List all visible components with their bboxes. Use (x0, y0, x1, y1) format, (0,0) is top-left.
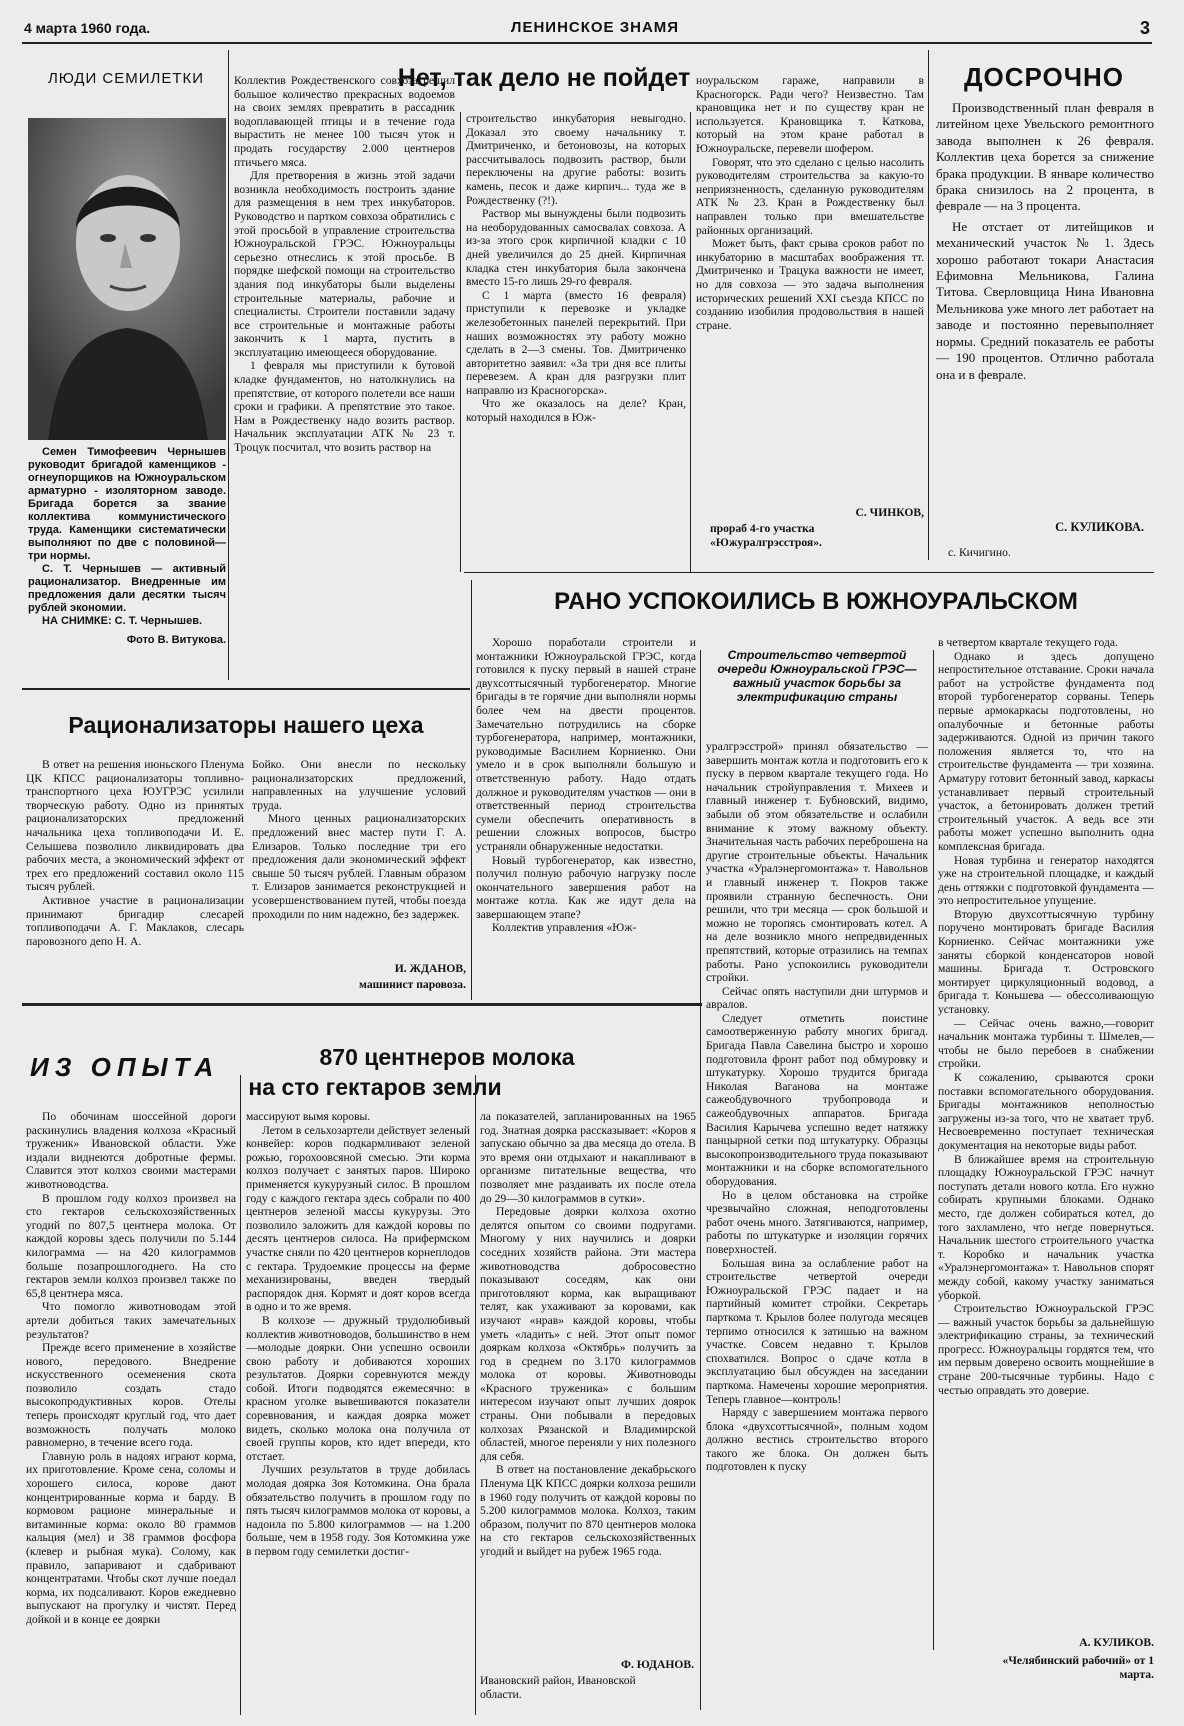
rubric-people: ЛЮДИ СЕМИЛЕТКИ (47, 70, 205, 87)
article-izopyta-col2 (246, 1110, 470, 1715)
portrait-photo (28, 118, 226, 440)
paragraph: По обочинам шоссейной дороги раскинулись владения колхоза «Красный труженик» Ивановской области. Уже издали виднеются добротные фермы. Славится этот колхоз своими мастерами животноводства. (26, 1110, 236, 1191)
paragraph: Вторую двухсоттысячную турбину поручено монтировать бригаде Василия Корниенко. Сейчас монтажники уже заняты сборкой конденсаторов новой машины. Бригада т. Островского монтирует циркуляционный водовод, а бригада т. Коньшева — обессоливающую установку. (938, 907, 1154, 1017)
article-net-col3 (696, 74, 924, 494)
paragraph: В ответ на постановление декабрьского Пленума ЦК КПСС доярки колхоза решили в 1960 году получить от каждой коровы по 5.200 килограммов молока. Колхоз, таким образом, получит по 870 центнеров молока на сто гектаров сельскохозяйственных угодий и выйдет на рубеж 1965 года. (480, 1463, 696, 1558)
paragraph: Сейчас опять наступили дни штурмов и авралов. (706, 984, 928, 1012)
article-title-rano: РАНО УСПОКОИЛИСЬ В ЮЖНОУРАЛЬСКОМ (554, 588, 1078, 615)
article-rano-col3 (938, 636, 1154, 1616)
column-rule (240, 1075, 241, 1715)
paragraph: Однако и здесь допущено непростительное отставание. Сроки начала работ на устройстве фундамента под второй турбогенератор сорваны. Теперь первые армокаркасы подготовлены, но опалубочные и бетонные работы задерживаются. Одной из причин такого положения является то, что на строительстве фундамента — три хозяина. Арматуру готовит бетонный завод, каркасы устанавливает первый строительный участок, а бетонировать должен третий строительный участок. А ведь все эти работы может успешно выполнить одна комплексная бригада. (938, 649, 1154, 853)
column-rule (228, 50, 229, 680)
author-signature: С. ЧИНКОВ, (855, 506, 924, 519)
paragraph: В ближайшее время на строительную площадку Южноуральской ГРЭС начнут поступать детали нового котла. Его нужно собирать крупными блоками. Однако место, где должен собираться котел, до того захламлено, что негде повернуться. Начальник шестого строительного участка т. Коробко и начальник участка «Уралэнергомонтажа» т. Навольнов спорят между собой, какому участку заниматься уборкой. (938, 1152, 1154, 1302)
caption-text: С. Т. Чернышев — активный рационализатор. Внедренные им предложения дали десятки тысяч рублей экономии. (28, 563, 226, 614)
source-note: «Челябинский рабочий» от 1 марта. (1002, 1654, 1154, 1681)
section-rule (464, 572, 1154, 573)
column-rule (460, 112, 461, 572)
paragraph: Следует отметить поистине самоотверженную работу многих бригад. Бригада Павла Савелина быстро и хорошо подготовила фронт работ под обмуровку и штукатурку. Хорошо трудится бригада Николая Ваганова на монтаже сажеобдувочного трубопровода и сажеобдувочных аппаратов. Бригада Василия Карычева успешно ведет натяжку панцырной сетки под штукатурку. Образцы высокопроизводительного труда показывают монтажники и на сборке вспомогательного оборудования. (706, 1011, 928, 1188)
article-title-dosrochno: ДОСРОЧНО (963, 62, 1124, 92)
section-rule (22, 688, 470, 690)
article-rano-col1 (476, 636, 696, 1008)
article-title-net: Нет, так дело не пойдет (397, 64, 691, 92)
article-dosrochno-body (936, 100, 1154, 520)
paragraph: Что же оказалось на деле? Кран, который находился в Юж- (466, 397, 686, 425)
author-position: машинист паровоза. (359, 978, 466, 991)
author-position: прораб 4-го участка «Южуралгрэсстроя». (710, 522, 822, 549)
paragraph: Новая турбина и генератор находятся уже на строительной площадке, и каждый день оттяжки с подготовкой фундамента — это непростительное упущение. (938, 853, 1154, 908)
article-racio-col1 (26, 758, 244, 998)
paragraph: Что помогло животноводам этой артели добиться таких замечательных результатов? (26, 1300, 236, 1341)
article-net-col1 (234, 74, 455, 574)
column-rule (475, 1075, 476, 1715)
paragraph: ноуральском гараже, направили в Красногорск. Ради чего? Неизвестно. Там крановщика нет и по существу кран не используется. Крановщика т. Каткова, который на этом кране работал в Южноуральске, перевели шофером. (696, 74, 924, 155)
article-racio-col2 (252, 758, 466, 954)
paragraph: Раствор мы вынуждены были подвозить на необорудованных самосвалах совхоза. А из-за этого срок кирпичной кладки с 10 дней увеличился до 25 дней. Кирпичная кладка стен инкубатория была закончена вместо 15-го лишь 29-го февраля. (466, 207, 686, 289)
article-rano-col2 (706, 740, 928, 1715)
rubric-izopyta: ИЗ ОПЫТА (30, 1052, 220, 1082)
author-signature: С. КУЛИКОВА. (1055, 520, 1144, 534)
paragraph: Новый турбогенератор, как известно, получил полную рабочую нагрузку после окончательного завершения работ на монтаже котла. Как же идут дела на завершающем этапе? (476, 853, 696, 921)
photo-caption (28, 446, 226, 647)
subheading-rano: Строительство четвертой очереди Южноуральской ГРЭС—важный участок борьбы за электрификацию страны (717, 648, 917, 704)
paragraph: В прошлом году колхоз произвел на сто гектаров сельскохозяйственных угодий по 807,5 центнера молока. От каждой коровы здесь получили по 5.144 килограмма — на 420 килограммов больше позапрошлогоднего. На сто гектаров земли колхоз произвел также по 65,8 центнера мяса. (26, 1191, 236, 1300)
author-place: с. Кичигино. (948, 546, 1011, 559)
column-rule (690, 112, 691, 572)
page-number: 3 (1139, 18, 1150, 38)
column-rule (471, 580, 472, 1000)
article-title-racio: Рационализаторы нашего цеха (68, 712, 424, 738)
paragraph: Может быть, факт срыва сроков работ по инкубаторию в масштабах воображения тт. Дмитриченко и Трацука важности не имеет, но для совхоза — это задача выполнения исторических решений XXI съезда КПСС по созданию изобилия продовольствия в нашей стране. (696, 237, 924, 332)
paragraph: В колхозе — дружный трудолюбивый коллектив животноводов, большинство в нем—молодые доярки. Они успешно освоили свою работу и добиваются хороших результатов. Доярки соревнуются между собой. Итоги подводятся ежемесячно: в красном уголке вывешиваются показатели соревнования, и каждая доярка может видеть, сколько молока она получила от своей группы коров, кто идет впереди, кто отстает. (246, 1313, 470, 1463)
paragraph: Бойко. Они внесли по нескольку рационализаторских предложений, направленных на улучшение условий труда. (252, 758, 466, 812)
caption-text: Семен Тимофеевич Чернышев руководит бригадой каменщиков - огнеупорщиков на Южноуральском арматурно - изоляторном заводе. Бригада борется за звание коллектива коммунистического труда. Каменщики систематически выполняют по две с половиной—три нормы. (28, 446, 226, 562)
masthead-title: ЛЕНИНСКОЕ ЗНАМЯ (510, 19, 680, 36)
author-signature: Ф. ЮДАНОВ. (621, 1658, 694, 1671)
paragraph: Наряду с завершением монтажа первого блока «двухсоттысячной», полным ходом должно вестись строительство второго такого же блока. Он должен быть подготовлен к пуску (706, 1406, 928, 1474)
paragraph: Активное участие в рационализации принимают бригадир слесарей топливоподачи А. Г. Маклаков, слесарь паровозного депо Н. А. (26, 893, 244, 948)
column-rule (933, 650, 934, 1650)
masthead-rule (22, 42, 1152, 44)
paragraph: Главную роль в надоях играют корма, их приготовление. Кроме сена, соломы и хорошего силоса, корове дают концентрированные корма и барду. В кормовом рационе минеральные и витаминные корма: около 80 граммов кальция (мел) и 38 граммов фосфора (клевер и рыбная мука). Солому, как правило, запаривают и сдабривают концентратами. Чтобы скот лучше поедал корма, их подсаливают. Коров ежедневно выпускают на прогулку и чистят. Перед дойкой и в конце ее доярки (26, 1449, 236, 1626)
paragraph: 1 февраля мы приступили к бутовой кладке фундаментов, но натолкнулись на препятствие, от которого полетели все наши сроки и графики. А препятствие это такое. Нам в Рождественку надо возить раствор. Начальник эксплуатации АТК № 23 т. Троцук посчитал, что возить раствор на (234, 359, 455, 455)
paragraph: строительство инкубатория невыгодно. Доказал это своему начальнику т. Дмитриченко, и бетоновозы, на которых рассчитывалось подвозить раствор, были переключены на другие работы: возить камень, песок и даже кирпич... туда же в Рождественку (?!). (466, 112, 686, 207)
paragraph: массируют вымя коровы. (246, 1110, 371, 1123)
photo-credit: Фото В. Витукова. (126, 634, 226, 646)
article-izopyta-col3 (480, 1110, 696, 1655)
paragraph: Передовые доярки колхоза охотно делятся опытом со своими подругами. Многому у них научились и доярки соседних хозяйств района. Эти мастера животноводства добросовестно показывают соседям, как они приготовляют корма, как выращивают телят, как ухаживают за коровами, как изучают «нрав» каждой коровы, чтобы уметь «ладить» с ней. Этот опыт помог дояркам колхоза «Октябрь» получить за год в среднем по 3.170 килограммов молока от коровы. Животноводы «Красного труженика» с большим интересом изучают опыт лучших доярок страны. Они побывали в передовых колхозах Рязанской и Владимирской областей, многое переняли у них полезного для себя. (480, 1205, 696, 1463)
paragraph: К сожалению, срываются сроки поставки вспомогательного оборудования. Бригады монтажников неполностью загружены из-за того, что не хватает труб. Несвоевременно поступает техническая документация на некоторые виды работ. (938, 1071, 1154, 1152)
column-rule (928, 50, 929, 560)
author-place: Ивановский район, Ивановской области. (480, 1674, 636, 1701)
column-rule (700, 650, 701, 1710)
paragraph: С 1 марта (вместо 16 февраля) приступили к перевозке и укладке железобетонных панелей перекрытий. При наших возможностях эту работу можно сделать в 2—3 смены. Тов. Дмитриченко авторитетно заявил: «За три дня все плиты перевезем. А кран для разгрузки плит направлю из Красногорска». (466, 288, 686, 397)
caption-text: НА СНИМКЕ: С. Т. Чернышев. (42, 615, 203, 627)
paragraph: ла показателей, запланированных на 1965 год. Знатная доярка рассказывает: «Коров я запускаю обычно за два месяца до отела. В это время они отдыхают и накапливают в организме питательные вещества, что позволяет мне раздаивать их после отела до 29—30 килограммов в сутки». (480, 1110, 696, 1205)
paragraph: Лучших результатов в труде добилась молодая доярка Зоя Котомкина. Она брала обязательство получить в прошлом году по пять тысяч килограммов молока от коровы, а надоила по 5.800 килограммов — на 1.200 больше, чем в 1958 году. Зоя Котомкина уже в первом году семилетки достиг- (246, 1463, 470, 1558)
article-izopyta-col1 (26, 1110, 236, 1715)
paragraph: Много ценных рационализаторских предложений внес мастер пути Г. А. Елизаров. Только последние три его предложения дали экономический эффект свыше 50 тысяч рублей. Главным образом т. Елизаров занимается реконструкцией и усовершенствованием путей, чтобы поезда проходили по ним надежно, без задержек. (252, 812, 466, 921)
paragraph: Но в целом обстановка на стройке чрезвычайно сложная, неподготовлены работ очень много. Затягиваются, например, работы по штукатурке и изоляции горячих поверхностей. (706, 1188, 928, 1256)
article-net-col2 (466, 112, 686, 567)
paragraph: Не отстает от литейщиков и механический участок № 1. Здесь хорошо работают токари Анастасия Ефимовна Мельникова, Галина Титова. Сверловщица Нина Ивановна Мельникова уже много лет работает на заводе и постоянно перевыполняет нормы. Средний показатель ее работы — 190 процентов. Отлично работала она и в феврале. (936, 218, 1154, 382)
author-signature: А. КУЛИКОВ. (1079, 1636, 1154, 1649)
paragraph: Говорят, что это сделано с целью насолить руководителям строительства за какую-то неприязненность, сделанную руководителям АТК № 23. Кран в Рождественку был направлен только при вмешательстве районных организаций. (696, 155, 924, 237)
paragraph: в четвертом квартале текущего года. (938, 636, 1118, 649)
paragraph: Большая вина за ослабление работ на строительстве четвертой очереди Южноуральской ГРЭС падает и на партийный комитет стройки. Секретарь парткома т. Крылов более полугода месяцев терпимо относился к затишью на важном участке. Совсем недавно т. Крылов спохватился. Вопрос о сдаче котла в эксплуатацию был обсужден на заседании парткома. Намечены хорошие мероприятия. Теперь главное—контроль! (706, 1256, 928, 1406)
paragraph: Строительство Южноуральской ГРЭС — важный участок борьбы за дальнейшую электрификацию страны, за технический прогресс. Южноуральцы гордятся тем, что им первым доверено освоить мощнейшие в стране 200-тысячные турбины. Надо с честью оправдать это доверие. (938, 1302, 1154, 1397)
article-title-line2: на сто гектаров земли (248, 1074, 502, 1100)
paragraph: Хорошо поработали строители и монтажники Южноуральской ГРЭС, когда готовился к пуску первый в нашей стране двухсоттысячный турбогенератор. Многие бригады в те горячие дни выполняли нормы более чем на двести процентов. Замечательно потрудились на сборке турбогенератора, например, монтажники, руководимые Василием Корниенко. Они умело и в срок выполняли большую и ответственную работу. Надо отдать должное и руководителям участков — они в ответственный период строительства сумели обеспечить оперативность в решении сложных вопросов, быстро устраняли обнаруженные недостатки. (476, 636, 696, 853)
paragraph: уралгрэсстрой» принял обязательство — завершить монтаж котла и подготовить его к пуску в первом квартале текущего года. Но начальник стройуправления т. Михеев и главный инженер т. Бубновский, видимо, забыли об этом обязательстве и ослабили внимание к этому важному объекту. Значительная часть рабочих переброшена на другие строительные объекты. Начальник участка «Уралэнергомонтажа» т. Навольнов и главный инженер т. Покров также проявили странную беспечность. Они решили, что три месяца — срок большой и можно не торопясь смонтировать котел. А на деле возникло много непредвиденных препятствий, которые отразились на темпах работы. Рано успокоились руководители стройки. (706, 740, 928, 985)
paragraph: В ответ на решения июньского Пленума ЦК КПСС рационализаторы топливно-транспортного цеха ЮУГРЭС усилили творческую работу. Одно из принятых рационализаторских предложений начальника цеха топливоподачи И. Е. Селышева позволило ликвидировать два рабочих места, а экономический эффект от трех его предложений составил около 115 тысяч рублей. (26, 758, 244, 894)
paragraph: Летом в сельхозартели действует зеленый конвейер: коров подкармливают зеленой рожью, горохоовсяной смесью. Эти корма колхоз получает с занятых паров. Широко применяется кукурузный силос. В прошлом году с каждого гектара здесь собрали по 400 центнеров зеленой массы кукурузы. Это позволило заложить для каждой коровы по десять центнеров силоса. На прифермском участке сняли по 420 центнеров корнеплодов с гектара. Трудоемкие процессы на ферме механизированы, введен твердый распорядок дня. Кормят и доят коров всегда в одно и то же время. (246, 1123, 470, 1314)
article-title-line1: 870 центнеров молока (319, 1044, 575, 1070)
author-signature: И. ЖДАНОВ, (394, 962, 466, 975)
paragraph: Для претворения в жизнь этой задачи возникла необходимость построить здание для размещения в нем трех инкубаторов. Руководство и партком совхоза обратились с этой просьбой в управление строительства Южноуральской ГРЭС. Южноуральцы серьезно отнеслись к этой просьбе. В порядке шефской помощи на строительство здания под инкубаторы были выделены строительные материалы, рабочие и специалисты. Строители поставили задачу все строительные и монтажные работы закончить к 1 марта, пустить в эксплуатацию имеющееся оборудование. (234, 169, 455, 359)
paragraph: Прежде всего применение в хозяйстве нового, передового. Внедрение искусственного осеменения скота позволило создать стадо высокопродуктивных коров. Отелы теперь происходят круглый год, что дает возможность получать молоко равномерно, в течение всего года. (26, 1341, 236, 1450)
issue-date: 4 марта 1960 года. (24, 20, 151, 36)
paragraph: Коллектив управления «Юж- (492, 921, 637, 935)
paragraph: Коллектив Рождественского совхоза решил большое количество прекрасных водоемов на своих землях превратить в рассадник водоплавающей птицы и в течение года вырастить не менее 100 тысяч уток и продать государству 2.000 центнеров птичьего мяса. (234, 74, 455, 169)
paragraph: — Сейчас очень важно,—говорит начальник монтажа турбины т. Шмелев,—чтобы не было перебоев в снабжении стройки. (938, 1016, 1154, 1071)
paragraph: Производственный план февраля в литейном цехе Увельского ремонтного завода выполнен к 26 февраля. Коллектив цеха борется за снижение брака продукции. В январе количество брака снизилось на 2 процента, в феврале — на 3 процента. (936, 100, 1154, 214)
